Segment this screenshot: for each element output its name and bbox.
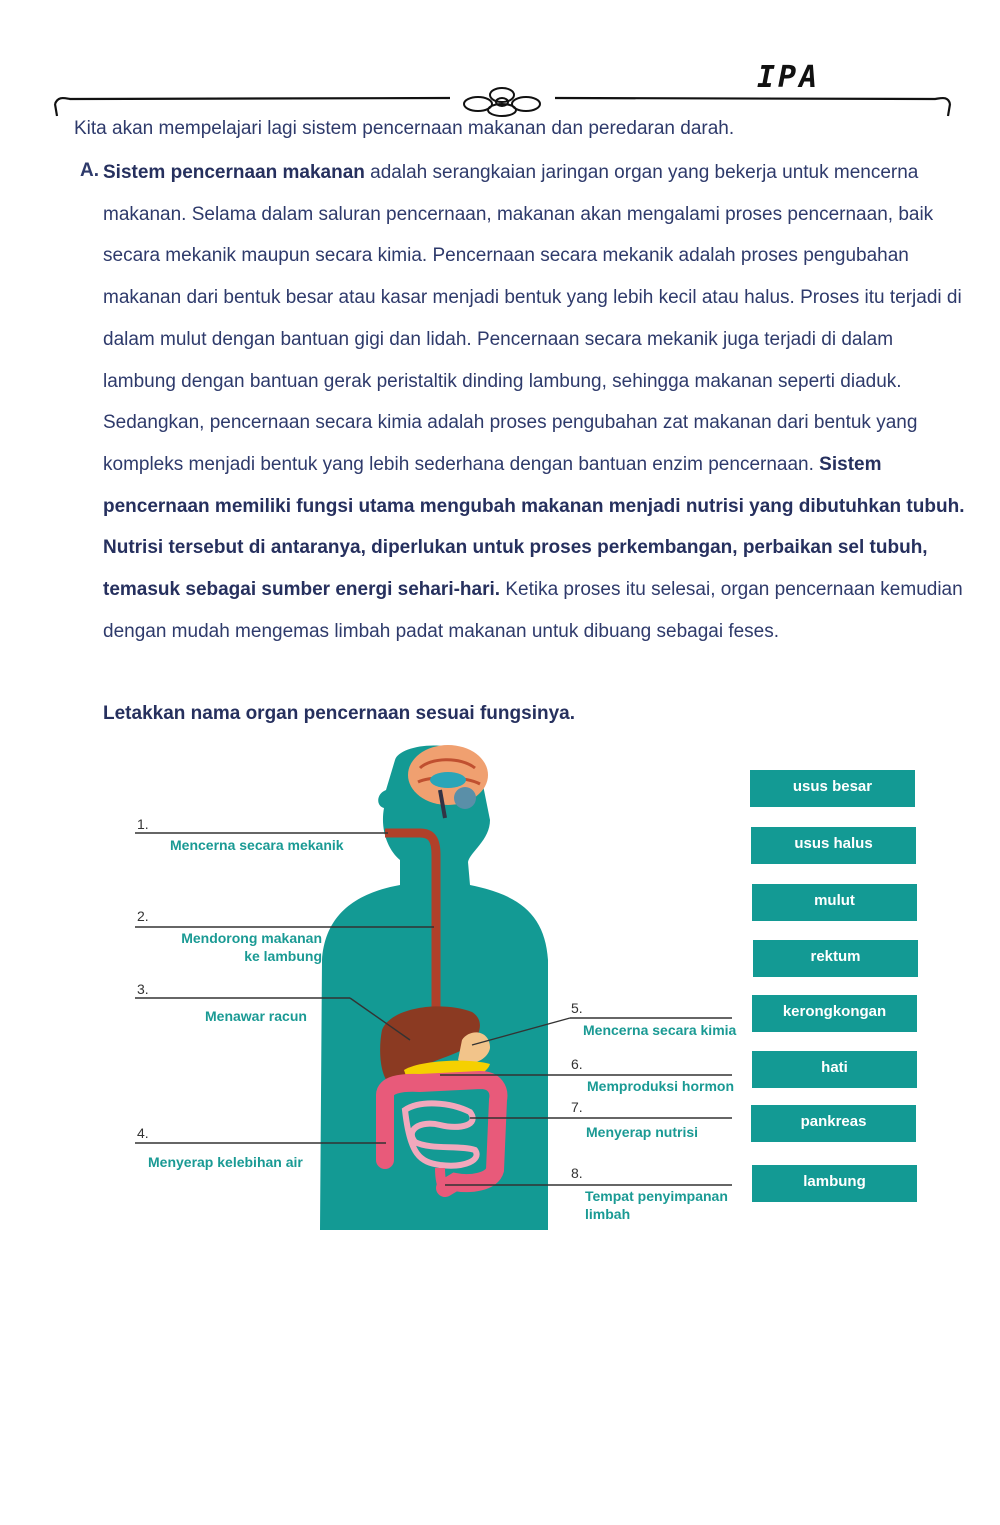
section-title: Sistem pencernaan makanan: [103, 162, 365, 183]
label-fn-8: Tempat penyimpanan limbah: [585, 1188, 728, 1222]
answer-tile-usus-halus[interactable]: usus halus: [751, 827, 916, 864]
answer-tile-mulut[interactable]: mulut: [752, 884, 917, 921]
subject-title: IPA: [757, 60, 821, 95]
label-num-6: 6.: [571, 1056, 583, 1072]
label-fn-1: Mencerna secara mekanik: [170, 837, 344, 853]
label-num-5: 5.: [571, 1000, 583, 1016]
answer-tile-lambung[interactable]: lambung: [752, 1165, 917, 1202]
section-letter: A.: [80, 160, 99, 181]
label-num-8: 8.: [571, 1165, 583, 1181]
section-text-3: Ketika proses itu selesai, organ pencernaan kemudian dengan mudah mengemas limbah padat makanan untuk dibuang sebagai feses.: [103, 579, 963, 642]
section-bold-2: Sistem pencernaan memiliki fungsi utama mengubah makanan menjadi nutrisi yang dibutuhkan tubuh. Nutrisi tersebut di antaranya, diperlukan untuk proses perkembangan, perbaikan sel tubuh, temasuk sebagai sumber energi sehari-hari.: [103, 453, 965, 601]
section-paragraph: [103, 152, 965, 652]
label-num-1: 1.: [137, 816, 149, 832]
label-fn-5: Mencerna secara kimia: [583, 1022, 737, 1038]
answer-tile-kerongkongan[interactable]: kerongkongan: [752, 995, 917, 1032]
answer-tile-hati[interactable]: hati: [752, 1051, 917, 1088]
instruction: Letakkan nama organ pencernaan sesuai fungsinya.: [103, 703, 575, 724]
label-num-7: 7.: [571, 1099, 583, 1115]
section-text-1: adalah serangkaian jaringan organ yang bekerja untuk mencerna makanan. Selama dalam saluran pencernaan, makanan akan mengalami proses pencernaan, baik secara mekanik maupun secara kimia. Pencernaan secara mekanik adalah proses pengubahan makanan dari bentuk besar atau kasar menjadi bentuk yang lebih kecil atau halus. Proses itu terjadi di dalam mulut dengan bantuan gigi dan lidah. Pencernaan secara mekanik juga terjadi di dalam lambung dengan bantuan gerak peristaltik dinding lambung, sehingga makanan seperti diaduk. Sedangkan, pencernaan secara kimia adalah proses pengubahan zat makanan dari bentuk yang kompleks menjadi bentuk yang lebih sederhana dengan bantuan enzim pencernaan.: [103, 162, 962, 475]
label-num-2: 2.: [137, 908, 149, 924]
label-fn-4: Menyerap kelebihan air: [148, 1154, 303, 1170]
label-fn-6: Memproduksi hormon: [587, 1078, 735, 1094]
answer-tile-usus-besar[interactable]: usus besar: [750, 770, 915, 807]
label-num-4: 4.: [137, 1125, 149, 1141]
label-fn-7: Menyerap nutrisi: [586, 1124, 699, 1140]
answer-tile-pankreas[interactable]: pankreas: [751, 1105, 916, 1142]
intro-text: Kita akan mempelajari lagi sistem pencernaan makanan dan peredaran darah.: [74, 118, 735, 139]
label-num-3: 3.: [137, 981, 149, 997]
ornament-divider: [50, 82, 955, 122]
answer-tile-rektum[interactable]: rektum: [753, 940, 918, 977]
label-fn-2: Mendorong makanan ke lambung: [181, 930, 322, 964]
label-fn-3: Menawar racun: [205, 1008, 307, 1024]
